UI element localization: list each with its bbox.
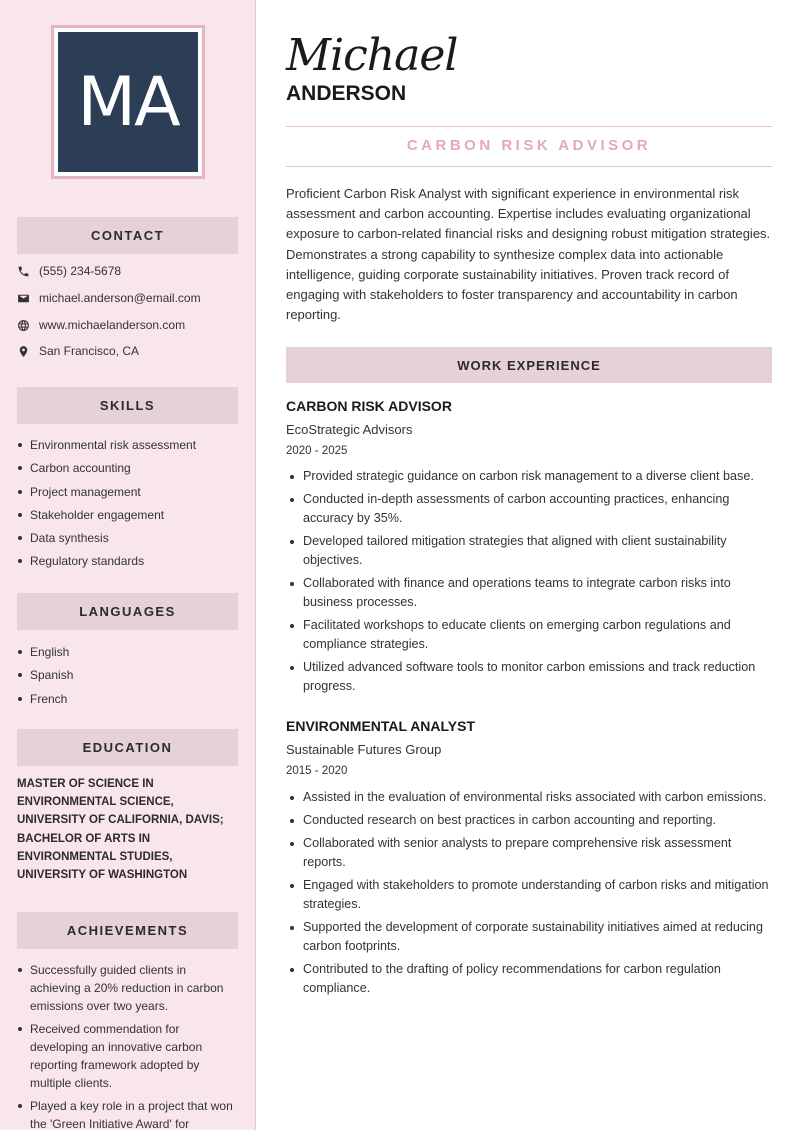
- contact-location-row: [17, 342, 139, 360]
- work-experience-heading: WORK EXPERIENCE: [286, 347, 772, 383]
- contact-email-row[interactable]: [17, 289, 201, 307]
- first-name: Michael: [286, 30, 458, 81]
- list-item: Contributed to the drafting of policy recommendations for carbon regulation compliance.: [286, 960, 772, 999]
- divider: [286, 126, 772, 127]
- list-item: Utilized advanced software tools to monitor carbon emissions and track reduction progress.: [286, 658, 772, 697]
- monogram: MA: [58, 32, 198, 172]
- list-item: Carbon accounting: [17, 459, 196, 477]
- education-text: MASTER OF SCIENCE IN ENVIRONMENTAL SCIENCE, UNIVERSITY OF CALIFORNIA, DAVIS; BACHELOR OF ARTS IN ENVIRONMENTAL STUDIES, UNIVERSITY OF WASHINGTON: [17, 778, 224, 882]
- list-item: Collaborated with senior analysts to prepare comprehensive risk assessment reports.: [286, 834, 772, 873]
- contact-website-row[interactable]: [17, 316, 185, 334]
- job-bullets: [286, 788, 772, 1002]
- contact-phone-row[interactable]: [17, 262, 121, 280]
- job-dates: 2015 - 2020: [286, 765, 348, 777]
- list-item: Provided strategic guidance on carbon risk management to a diverse client base.: [286, 467, 772, 486]
- role-title: CARBON RISK ADVISOR: [406, 137, 652, 154]
- list-item: Supported the development of corporate sustainability initiatives aimed at reducing carbon footprints.: [286, 918, 772, 957]
- achievements-heading: ACHIEVEMENTS: [17, 912, 238, 949]
- location-pin-icon: [17, 345, 30, 358]
- list-item: Data synthesis: [17, 529, 196, 547]
- list-item: Engaged with stakeholders to promote understanding of carbon risks and mitigation strategies.: [286, 876, 772, 915]
- job-title: CARBON RISK ADVISOR: [286, 398, 452, 414]
- phone-icon: [17, 265, 30, 278]
- list-item: Stakeholder engagement: [17, 506, 196, 524]
- summary: Proficient Carbon Risk Analyst with significant experience in environmental risk assessment and carbon accounting. Expertise includes evaluating organizational exposure to carbon-related financial risks and designing robust mitigation strategies. Demonstrates a strong capability to synthesize complex data into actionable intelligence, guiding corporate sustainability initiatives. Proven track record of engaging with stakeholders to foster transparency and accountability in carbon reporting.: [286, 186, 771, 323]
- job-title: ENVIRONMENTAL ANALYST: [286, 718, 476, 734]
- list-item: Developed tailored mitigation strategies that aligned with client sustainability objectives.: [286, 532, 772, 571]
- contact-phone: (555) 234-5678: [39, 264, 122, 278]
- email-icon: [17, 292, 30, 305]
- job-company: EcoStrategic Advisors: [286, 422, 413, 437]
- skills-list: [17, 436, 196, 570]
- list-item: Environmental risk assessment: [17, 436, 196, 454]
- list-item: Regulatory standards: [17, 552, 196, 570]
- list-item: Played a key role in a project that won the 'Green Initiative Award' for: [17, 1097, 239, 1130]
- list-item: Spanish: [17, 666, 73, 684]
- list-item: Facilitated workshops to educate clients on emerging carbon regulations and compliance strategies.: [286, 616, 772, 655]
- education-heading: EDUCATION: [17, 729, 238, 766]
- list-item: Collaborated with finance and operations teams to integrate carbon risks into business processes.: [286, 574, 772, 613]
- job-bullets: [286, 467, 772, 700]
- list-item: French: [17, 690, 73, 708]
- skills-heading: SKILLS: [17, 387, 238, 424]
- list-item: Successfully guided clients in achieving a 20% reduction in carbon emissions over two years.: [17, 961, 239, 1015]
- languages-list: [17, 643, 73, 708]
- job-dates: 2020 - 2025: [286, 445, 348, 457]
- list-item: Conducted in-depth assessments of carbon accounting practices, enhancing accuracy by 35%.: [286, 490, 772, 529]
- contact-location: San Francisco, CA: [39, 344, 140, 358]
- list-item: Received commendation for developing an innovative carbon reporting framework adopted by multiple clients.: [17, 1020, 239, 1092]
- divider: [286, 166, 772, 167]
- globe-icon: [17, 319, 30, 332]
- list-item: Conducted research on best practices in carbon accounting and reporting.: [286, 811, 772, 830]
- last-name: ANDERSON: [286, 82, 407, 105]
- contact-email: michael.anderson@email.com: [39, 291, 201, 305]
- monogram-frame: [51, 25, 205, 179]
- list-item: Project management: [17, 483, 196, 501]
- languages-heading: LANGUAGES: [17, 593, 238, 630]
- list-item: English: [17, 643, 73, 661]
- sidebar: [0, 0, 256, 1130]
- job-company: Sustainable Futures Group: [286, 742, 442, 757]
- contact-website: www.michaelanderson.com: [39, 318, 186, 332]
- contact-heading: CONTACT: [17, 217, 238, 254]
- achievements-list: [17, 961, 239, 1130]
- list-item: Assisted in the evaluation of environmental risks associated with carbon emissions.: [286, 788, 772, 807]
